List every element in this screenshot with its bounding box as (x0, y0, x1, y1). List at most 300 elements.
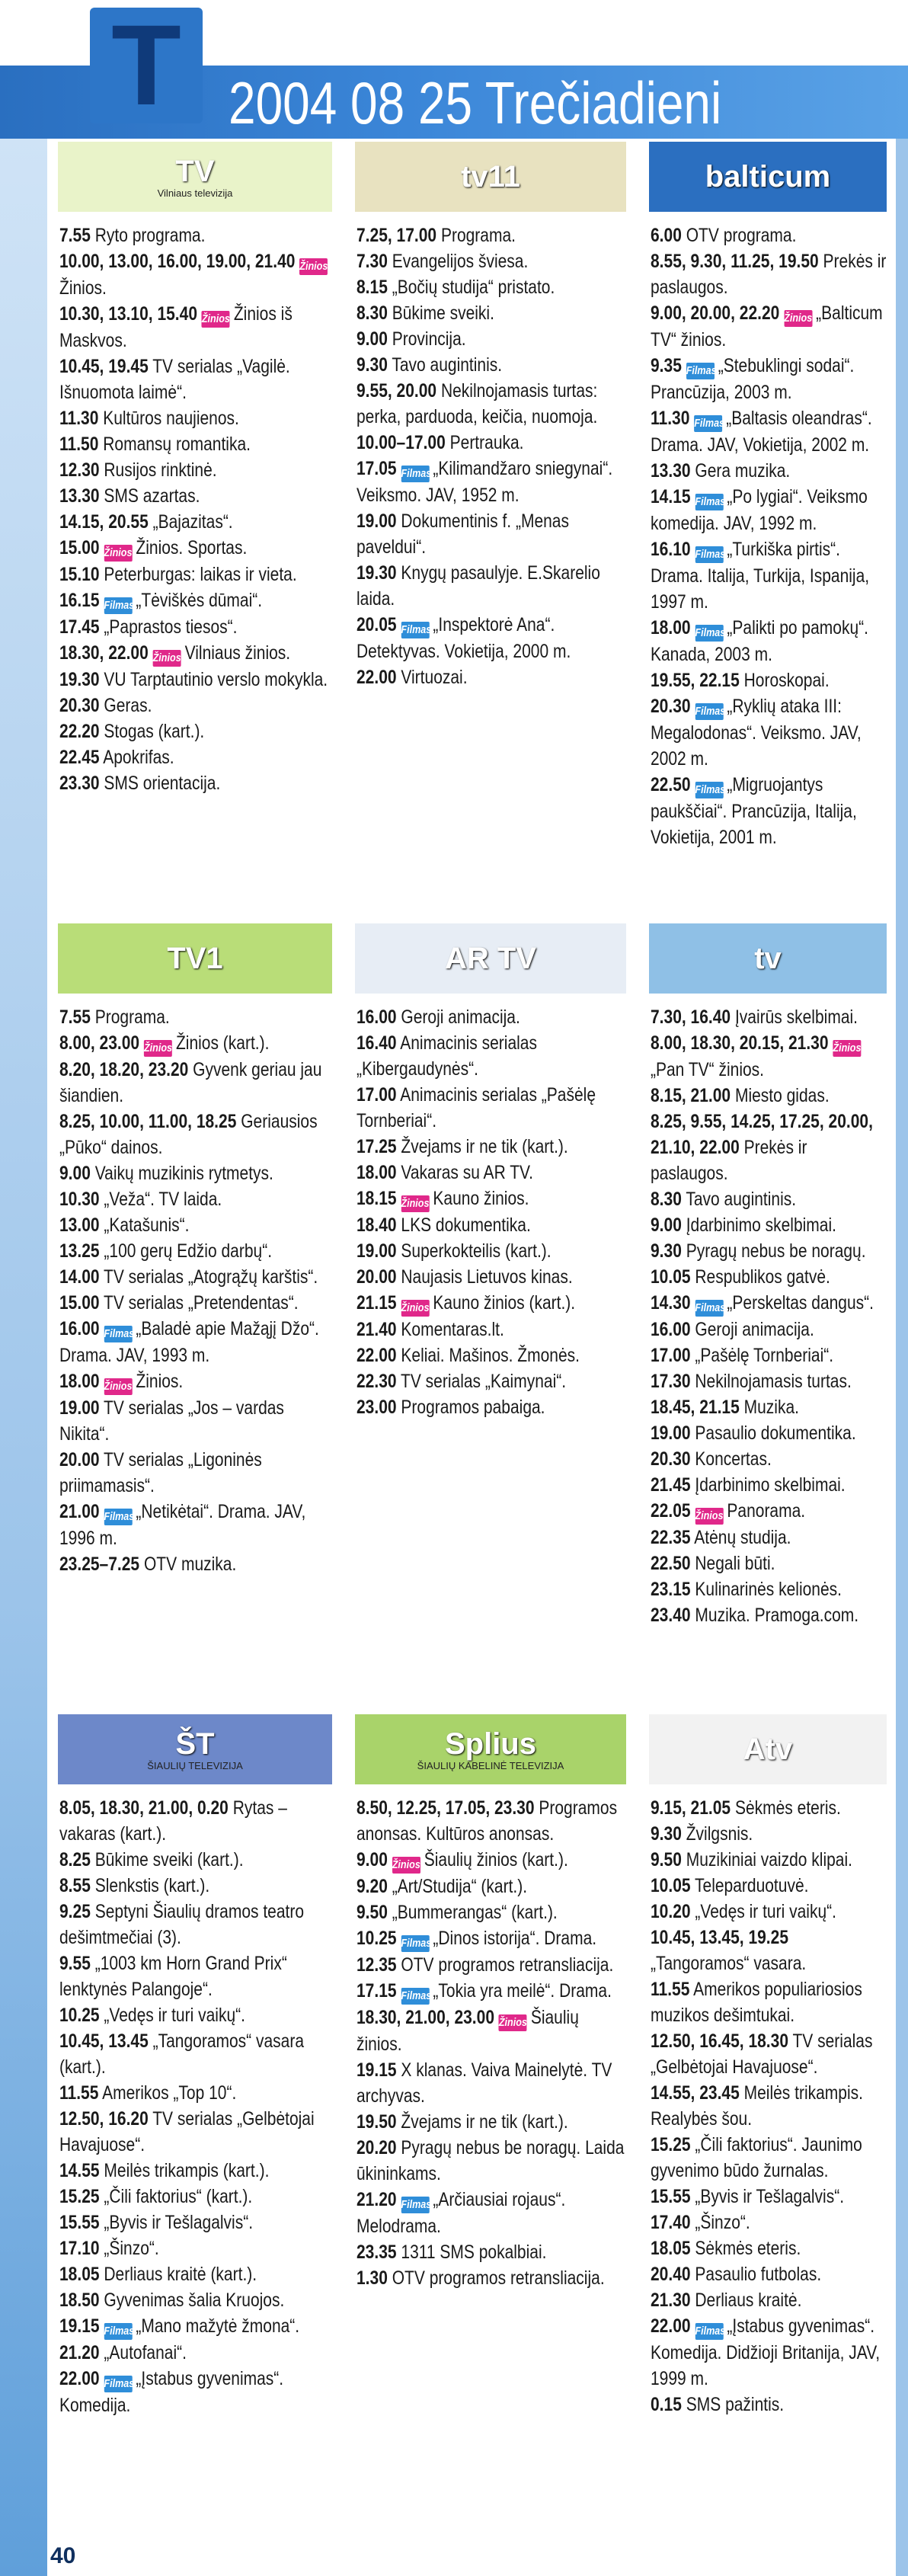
listing-item (59, 2261, 334, 2287)
listing-time: 16.00 (59, 1318, 100, 1339)
listing-time: 19.30 (356, 562, 397, 584)
listing-item (59, 2002, 334, 2028)
listing-item (651, 2235, 888, 2261)
listing-title: Būkime sveiki (kart.). (94, 1849, 244, 1870)
listing-time: 17.05 (356, 458, 397, 479)
listing-time: 22.00 (651, 2315, 691, 2337)
listing-item (59, 2184, 334, 2210)
listing-item (59, 1368, 334, 1395)
listing-title: Žinios. (136, 1371, 184, 1392)
listing-title: „Palikti po pamokų“. Kanada, 2003 m. (651, 617, 868, 665)
logo-wordmark: TV1 (167, 942, 223, 975)
listing-time: 23.25–7.25 (59, 1554, 140, 1575)
listing-time: 22.00 (356, 1345, 397, 1366)
listing-time: 21.20 (356, 2189, 397, 2210)
listing-title: Rytas – vakaras (kart.). (59, 1797, 287, 1845)
listing-time: 19.00 (651, 1422, 691, 1444)
listing-item (59, 640, 334, 667)
listing-item (356, 1874, 628, 1899)
filmas-icon: Filmas (104, 1509, 132, 1525)
listing-item (59, 509, 334, 535)
listing-time: 15.00 (59, 1292, 100, 1314)
listing-time: 0.15 (651, 2394, 682, 2415)
listing-item (356, 1004, 628, 1030)
listing-title: X klanas. Vaiva Mainelytė. TV archyvas. (356, 2059, 612, 2107)
listing-time: 10.45, 13.45, 19.25 (651, 1927, 788, 1948)
listing-title: OTV muzika. (143, 1554, 237, 1575)
listing-item (59, 222, 334, 248)
listing-title: TV serialas „Atogrąžų karštis“. (104, 1266, 318, 1288)
listing-title: „Pašėlę Tornberiai“. (695, 1345, 834, 1366)
listing-time: 17.10 (59, 2238, 100, 2259)
listing-time: 1.30 (356, 2267, 388, 2289)
listing-time: 15.55 (59, 2212, 100, 2233)
listing-item (59, 535, 334, 562)
listing-time: 9.25 (59, 1901, 91, 1922)
listing-time: 18.45, 21.15 (651, 1397, 740, 1418)
listing-item (356, 1134, 628, 1160)
listing-item (651, 248, 888, 300)
channel-tv11 (346, 142, 635, 690)
listing-title: Kauno žinios (kart.). (433, 1292, 576, 1314)
listing-title: „1003 km Horn Grand Prix“ lenktynės Palangoje“. (59, 1953, 287, 2000)
channel-logo (355, 1714, 626, 1784)
zinios-icon: Žinios (784, 310, 812, 327)
listing-item (59, 354, 334, 405)
listing-title: Žinios. Sportas. (136, 537, 248, 558)
listing-title: „Įstabus gyvenimas“. Komedija. (59, 2368, 284, 2416)
listing-title: „Dinos istorija“. Drama. (433, 1928, 597, 1949)
listing-title: „Kilimandžaro sniegynai“. Veiksmo. JAV, 1952 m. (356, 458, 613, 506)
listing-title: Pyragų nebus be noragų. Laida ūkininkams. (356, 2137, 625, 2184)
listing-title: Programa. (440, 225, 516, 246)
listing-title: „Čili faktorius“. Jaunimo gyvenimo būdo žurnalas. (651, 2134, 862, 2181)
listing-item (356, 1847, 628, 1874)
listing-item (59, 1950, 334, 2002)
listing-title: Žinios. (59, 277, 107, 299)
listing-item (59, 1551, 334, 1577)
listing-list (640, 1784, 896, 2418)
listing-item (356, 378, 628, 430)
listing-time: 9.15, 21.05 (651, 1797, 731, 1819)
listing-item (59, 2210, 334, 2235)
listing-time: 9.30 (356, 354, 388, 376)
listing-title: Teleparduotuvė. (695, 1875, 809, 1896)
listing-item (59, 2366, 334, 2418)
listing-time: 23.40 (651, 1605, 691, 1626)
listing-item (59, 2287, 334, 2313)
filmas-icon: Filmas (695, 625, 723, 642)
listing-time: 20.30 (651, 696, 691, 717)
listing-title: Amerikos „Top 10“. (102, 2082, 237, 2104)
listing-time: 19.00 (356, 1240, 397, 1262)
listing-time: 8.50, 12.25, 17.05, 23.30 (356, 1797, 535, 1819)
listing-item (651, 1472, 888, 1498)
listing-item (59, 1899, 334, 1950)
listing-time: 21.40 (356, 1319, 397, 1340)
channel-artv (346, 923, 635, 1420)
listing-time: 19.30 (59, 669, 100, 690)
listing-title: Prekės ir paslaugos. (651, 251, 887, 298)
zinios-icon: Žinios (401, 1195, 429, 1212)
listing-time: 16.00 (356, 1006, 397, 1028)
zinios-icon: Žinios (299, 258, 328, 275)
listing-time: 20.40 (651, 2264, 691, 2285)
listing-title: Gera muzika. (695, 460, 791, 482)
filmas-icon: Filmas (695, 1300, 723, 1317)
listing-item (356, 430, 628, 456)
listing-item (651, 2392, 888, 2418)
listing-time: 22.45 (59, 747, 100, 768)
listing-title: Žvejams ir ne tik (kart.). (401, 2111, 568, 2133)
listing-time: 10.25 (59, 2005, 100, 2026)
listing-title: Sėkmės eteris. (734, 1797, 841, 1819)
listing-time: 12.30 (59, 459, 100, 481)
listing-item (356, 1264, 628, 1290)
listing-item (356, 352, 628, 378)
listing-title: Šiaulių žinios (kart.). (424, 1849, 568, 1870)
listing-item (59, 2235, 334, 2261)
zinios-icon: Žinios (833, 1040, 861, 1057)
filmas-icon: Filmas (401, 1988, 429, 2005)
listing-title: „100 gerų Edžio darbų“. (104, 1240, 273, 1262)
logo-wordmark: tv (754, 942, 782, 975)
listing-item (59, 2080, 334, 2106)
listing-title: Keliai. Mašinos. Žmonės. (401, 1345, 580, 1366)
listing-item (356, 222, 628, 248)
listing-title: Geras. (104, 695, 152, 716)
channel-logo (58, 1714, 332, 1784)
listing-time: 21.45 (651, 1474, 691, 1496)
listing-time: 20.00 (356, 1266, 397, 1288)
logo-wordmark: TV (175, 155, 215, 188)
channel-vilniaus (49, 142, 341, 796)
listing-time: 7.25, 17.00 (356, 225, 437, 246)
listing-time: 16.40 (356, 1032, 397, 1054)
listing-time: 15.00 (59, 537, 100, 558)
listing-title: Pasaulio dokumentika. (695, 1422, 856, 1444)
channel-logo (649, 1714, 887, 1784)
listing-time: 10.30, 13.10, 15.40 (59, 303, 197, 325)
listing-title: Įdarbinimo skelbimai. (695, 1474, 846, 1496)
listing-time: 18.00 (59, 1371, 100, 1392)
logo-wordmark: ŠT (175, 1727, 215, 1761)
listing-item (356, 2239, 628, 2265)
listing-time: 19.50 (356, 2111, 397, 2133)
listing-item (59, 483, 334, 509)
listing-time: 8.25, 9.55, 14.25, 17.25, 20.00, 21.10, 22.00 (651, 1111, 873, 1158)
listing-item (651, 222, 888, 248)
listing-title: „Baltasis oleandras“. Drama. JAV, Vokietija, 2002 m. (651, 408, 872, 456)
listing-time: 15.55 (651, 2186, 691, 2207)
listing-title: Dokumentinis f. „Menas paveldui“. (356, 510, 569, 558)
listing-item (356, 300, 628, 326)
listing-time: 10.45, 13.45 (59, 2030, 149, 2052)
listing-title: „Arčiausiai rojaus“. Melodrama. (356, 2189, 566, 2237)
listing-title: „Tangoramos“ vasara (kart.). (59, 2030, 305, 2078)
logo-caption: Vilniaus televizija (157, 187, 233, 199)
listing-item (651, 2287, 888, 2313)
listing-item (59, 693, 334, 718)
channel-atv (640, 1714, 896, 2418)
listing-time: 17.25 (356, 1136, 397, 1157)
listing-item (356, 664, 628, 690)
listing-title: Romansų romantika. (103, 434, 251, 455)
listing-time: 10.25 (356, 1928, 397, 1949)
listing-time: 19.00 (356, 510, 397, 532)
listing-item (59, 2158, 334, 2184)
listing-item (59, 1030, 334, 1057)
listing-title: „Bummerangas“ (kart.). (392, 1902, 558, 1923)
listing-time: 9.50 (651, 1849, 682, 1870)
listing-item (59, 1238, 334, 1264)
listing-time: 11.50 (59, 434, 99, 455)
listing-item (651, 2261, 888, 2287)
listing-title: OTV programa. (686, 225, 797, 246)
listing-title: „Katašunis“. (104, 1214, 190, 1236)
listing-item (59, 1160, 334, 1186)
logo-wordmark: Splius (444, 1727, 536, 1761)
listing-item (59, 2028, 334, 2080)
listing-title: SMS pažintis. (686, 2394, 785, 2415)
listing-item (651, 1083, 888, 1109)
listing-item (651, 1212, 888, 1238)
zinios-icon: Žinios (695, 1508, 723, 1525)
listing-title: Būkime sveiki. (392, 302, 494, 324)
listing-item (651, 2184, 888, 2210)
listing-item (59, 1290, 334, 1316)
listing-item (59, 1873, 334, 1899)
listing-time: 22.50 (651, 1553, 691, 1574)
listing-title: „Byvis ir Tešlagalvis“. (695, 2186, 845, 2207)
listing-time: 16.10 (651, 539, 691, 560)
listing-time: 16.15 (59, 590, 100, 611)
listing-item (651, 353, 888, 405)
filmas-icon: Filmas (694, 415, 722, 432)
listing-time: 7.30 (356, 251, 388, 272)
listing-title: Superkokteilis (kart.). (401, 1240, 552, 1262)
listing-item (59, 2313, 334, 2340)
listing-list (346, 212, 635, 690)
listing-item (59, 1499, 334, 1551)
listing-list (346, 994, 635, 1420)
listing-time: 23.30 (59, 773, 100, 794)
listing-title: „Ryklių ataka III: Megalodonas“. Veiksmo. JAV, 2002 m. (651, 696, 862, 770)
listing-title: „Bajazitas“. (152, 511, 233, 533)
channel-pantv (640, 923, 896, 1628)
listing-time: 10.00, 13.00, 16.00, 19.00, 21.40 (59, 251, 296, 272)
listing-title: Gyvenk geriau jau šiandien. (59, 1059, 322, 1106)
listing-title: „Tėviškės dūmai“. (136, 590, 263, 611)
listing-item (356, 2135, 628, 2187)
listing-title: Peterburgas: laikas ir vieta. (104, 564, 297, 585)
listing-time: 17.30 (651, 1371, 691, 1392)
listing-item (356, 2109, 628, 2135)
filmas-icon: Filmas (104, 597, 132, 614)
listing-time: 10.00–17.00 (356, 432, 446, 453)
listing-title: „Turkiška pirtis“. Drama. Italija, Turkija, Ispanija, 1997 m. (651, 539, 870, 613)
listing-item (651, 1925, 888, 1976)
zinios-icon: Žinios (499, 2014, 527, 2031)
listing-item (59, 1447, 334, 1499)
listing-title: „Autofanai“. (104, 2342, 187, 2363)
listing-item (356, 248, 628, 274)
listing-item (651, 1498, 888, 1525)
listing-item (59, 1004, 334, 1030)
listing-item (356, 1212, 628, 1238)
listing-title: TV serialas „Ligoninės priimamasis“. (59, 1449, 262, 1496)
listing-title: Meilės trikampis (kart.). (104, 2160, 270, 2181)
listing-title: „Šinzo“. (104, 2238, 159, 2259)
listing-title: Ryto programa. (94, 225, 206, 246)
listing-item (651, 1420, 888, 1446)
listing-item (59, 744, 334, 770)
listing-title: Stogas (kart.). (104, 721, 205, 742)
listing-title: Koncertas. (695, 1448, 772, 1470)
listing-item (651, 1238, 888, 1264)
listing-title: Muzika. Pramoga.com. (695, 1605, 859, 1626)
listing-item (651, 1576, 888, 1602)
filmas-icon: Filmas (104, 2376, 132, 2392)
listing-item (651, 1873, 888, 1899)
listing-time: 18.00 (356, 1162, 397, 1183)
listing-title: „Byvis ir Tešlagalvis“. (104, 2212, 254, 2233)
listing-item (59, 1212, 334, 1238)
listing-title: LKS dokumentika. (401, 1214, 531, 1236)
listing-title: Žinios (kart.). (175, 1032, 270, 1054)
listing-item (651, 458, 888, 484)
listing-item (651, 1847, 888, 1873)
listing-time: 11.30 (651, 408, 690, 429)
listing-title: TV serialas „Pretendentas“. (104, 1292, 299, 1314)
listing-item (356, 1952, 628, 1978)
listing-time: 14.00 (59, 1266, 100, 1288)
listing-title: Rusijos rinktinė. (104, 459, 217, 481)
listing-item (356, 1394, 628, 1420)
listing-item (651, 2313, 888, 2392)
listing-title: Septyni Šiaulių dramos teatro dešimtmečiai (3). (59, 1901, 305, 1948)
listing-time: 13.30 (59, 485, 100, 507)
listing-title: „Veža“. TV laida. (104, 1189, 222, 1210)
listing-title: TV serialas „Gelbėtojai Havajuose“. (651, 2030, 873, 2078)
listing-item (59, 1109, 334, 1160)
listing-item (651, 667, 888, 693)
listing-title: „Stebuklingi sodai“. Prancūzija, 2003 m. (651, 355, 855, 403)
listing-item (356, 1368, 628, 1394)
listing-item (59, 431, 334, 457)
listing-item (651, 2028, 888, 2080)
listing-title: Kultūros naujienos. (103, 408, 239, 429)
listing-item (651, 1342, 888, 1368)
listing-item (59, 614, 334, 640)
listing-item (59, 1316, 334, 1368)
page-number: 40 (50, 2543, 76, 2568)
listing-item (651, 772, 888, 850)
listing-item (651, 536, 888, 615)
listing-time: 6.00 (651, 225, 682, 246)
filmas-icon: Filmas (686, 363, 715, 379)
listing-time: 7.30, 16.40 (651, 1006, 731, 1028)
listing-time: 14.30 (651, 1292, 691, 1314)
channel-logo (649, 923, 887, 994)
listing-title: Provincija. (392, 328, 466, 350)
listing-time: 19.55, 22.15 (651, 670, 740, 691)
listing-item (356, 2265, 628, 2291)
listing-time: 8.05, 18.30, 21.00, 0.20 (59, 1797, 229, 1819)
listing-time: 22.00 (356, 667, 397, 688)
listing-item (59, 1186, 334, 1212)
listing-title: Komentaras.lt. (401, 1319, 504, 1340)
listing-time: 8.25, 10.00, 11.00, 18.25 (59, 1111, 237, 1132)
listing-title: Programa. (94, 1006, 170, 1028)
listing-title: Žvejams ir ne tik (kart.). (401, 1136, 568, 1157)
listing-title: Atėnų studija. (694, 1527, 791, 1548)
listing-title: Nekilnojamasis turtas: perka, parduoda, keičia, nuomoja. (356, 380, 598, 427)
listing-list (640, 212, 896, 850)
listing-item (356, 1795, 628, 1847)
listing-title: Prekės ir paslaugos. (651, 1137, 807, 1184)
listing-title: Žvilgsnis. (686, 1823, 753, 1845)
listing-item (356, 1238, 628, 1264)
listing-title: „Vedęs ir turi vaikų“. (695, 1901, 836, 1922)
date-heading: 2004 08 25 Trečiadieni (229, 69, 722, 136)
listing-title: Meilės trikampis. Realybės šou. (651, 2082, 863, 2130)
listing-title: Žinios iš Maskvos. (59, 303, 293, 351)
listing-title: Vakaras su AR TV. (401, 1162, 533, 1183)
listing-title: „Perskeltas dangus“. (727, 1292, 874, 1314)
listing-title: „Bočių studija“ pristato. (392, 277, 555, 298)
listing-title: VU Tarptautinio verslo mokykla. (104, 669, 328, 690)
listing-item (651, 300, 888, 353)
listing-title: Respublikos gatvė. (695, 1266, 830, 1288)
listing-title: Geriausios „Pūko“ dainos. (59, 1111, 318, 1158)
listing-item (356, 2057, 628, 2109)
logo-wordmark: AR TV (445, 942, 536, 975)
listing-time: 22.30 (356, 1371, 397, 1392)
listing-item (651, 1821, 888, 1847)
logo-caption: ŠIAULIŲ KABELINĖ TELEVIZIJA (417, 1760, 564, 1771)
listing-time: 18.00 (651, 617, 691, 638)
listing-time: 15.25 (59, 2186, 100, 2207)
listing-list (346, 1784, 635, 2291)
listing-time: 13.30 (651, 460, 691, 482)
listing-time: 18.30, 22.00 (59, 642, 149, 664)
listing-item (651, 1446, 888, 1472)
listing-item (651, 1030, 888, 1083)
listing-time: 17.15 (356, 1980, 397, 2002)
listing-time: 22.35 (651, 1527, 691, 1548)
listing-item (356, 1030, 628, 1082)
listing-time: 9.00 (59, 1163, 91, 1184)
listing-time: 10.05 (651, 1875, 691, 1896)
listing-time: 9.00, 20.00, 22.20 (651, 302, 780, 324)
filmas-icon: Filmas (401, 1935, 429, 1952)
listing-title: Programos pabaiga. (401, 1397, 545, 1418)
listing-title: Pertrauka. (449, 432, 524, 453)
listing-item (356, 456, 628, 508)
listing-title: Programos anonsas. Kultūros anonsas. (356, 1797, 618, 1845)
listing-item (356, 1317, 628, 1342)
listing-title: „Įstabus gyvenimas“. Komedija. Didžioji Britanija, JAV, 1999 m. (651, 2315, 881, 2389)
channel-siauliu (49, 1714, 341, 2418)
listing-title: „Art/Studija“ (kart.). (392, 1876, 528, 1897)
listing-title: Amerikos populiariosios muzikos dešimtukai. (651, 1979, 862, 2026)
listing-item (356, 326, 628, 352)
listing-item (651, 1976, 888, 2028)
listing-title: „Šinzo“. (695, 2212, 750, 2233)
filmas-icon: Filmas (104, 1326, 132, 1342)
listing-time: 9.55, 20.00 (356, 380, 437, 402)
